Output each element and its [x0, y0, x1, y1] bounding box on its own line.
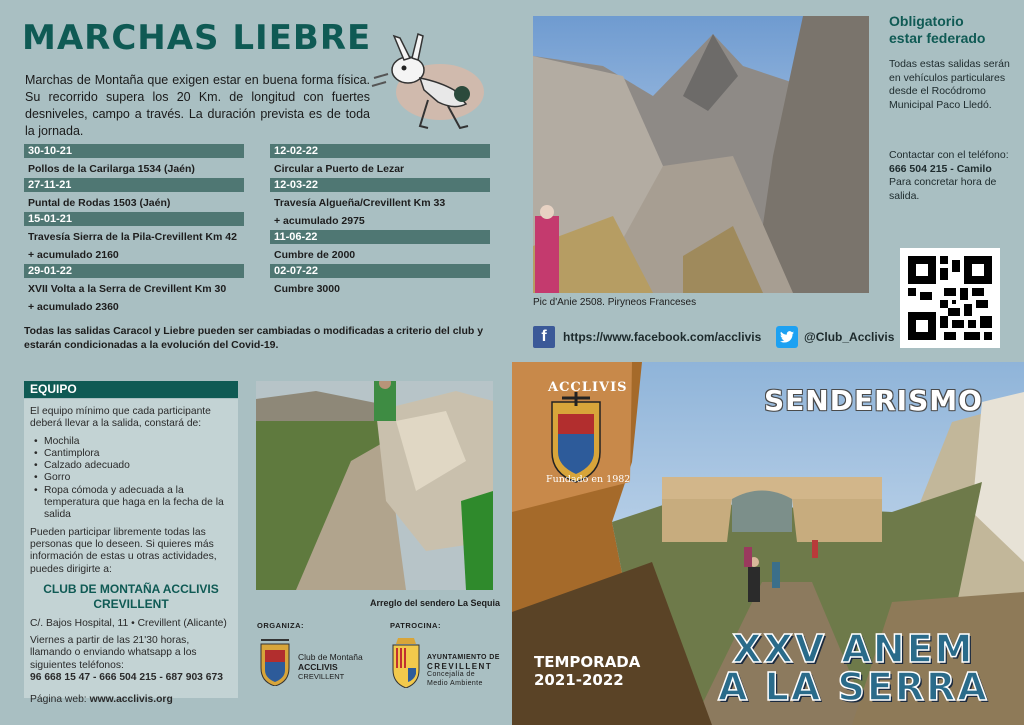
entry-date: 02-07-22	[270, 264, 490, 278]
cover-panel	[512, 362, 1024, 725]
calendar-entry	[270, 178, 490, 230]
entry-desc: Circular a Puerto de Lezar	[274, 163, 405, 175]
entry-extra: + acumulado 2160	[28, 249, 119, 261]
facebook-url[interactable]: https://www.facebook.com/acclivis	[563, 330, 762, 344]
club-web: Página web: www.acclivis.org	[30, 694, 173, 706]
contact-phone: 666 504 215 - Camilo	[889, 162, 992, 175]
twitter-link[interactable]	[776, 325, 894, 349]
twitter-handle[interactable]: @Club_Acclivis	[804, 330, 895, 344]
club-name	[30, 582, 232, 612]
twitter-icon	[776, 326, 798, 348]
calendar-entry	[24, 144, 244, 178]
entry-date: 12-03-22	[270, 178, 490, 192]
club-address: C/. Bajos Hospital, 11 • Crevillent (Alicante)	[30, 617, 227, 629]
contact-block	[889, 149, 1019, 203]
facebook-icon: f	[533, 326, 555, 348]
club-web-link[interactable]: www.acclivis.org	[89, 694, 173, 706]
calendar-right-column	[270, 144, 490, 298]
facebook-link[interactable]	[533, 325, 761, 349]
federado-title	[889, 13, 985, 47]
entry-desc: Puntal de Rodas 1503 (Jaén)	[28, 197, 171, 209]
marchas-intro: Marchas de Montaña que exigen estar en buena forma física. Su recorrido supera los 20 Km. de longitud con fuertes desniveles, campo a través. La duración prevista es de toda la jornada.	[25, 73, 370, 138]
calendar-entry	[270, 144, 490, 178]
contact-intro: Contactar con el teléfono:	[889, 149, 1009, 161]
patrocina-text	[427, 654, 500, 688]
patrocina-line4: Medio Ambiente	[427, 679, 483, 687]
list-item: • Calzado adecuado	[30, 460, 232, 472]
federado-title-line1: Obligatorio	[889, 13, 964, 29]
rabbit-mascot-icon	[368, 30, 492, 140]
entry-date: 15-01-21	[24, 212, 244, 226]
patrocina-label: PATROCINA:	[390, 621, 441, 630]
entry-extra: + acumulado 2975	[274, 215, 365, 227]
entry-desc: Travesía Algueña/Crevillent Km 33	[274, 197, 446, 209]
entry-desc: Cumbre 3000	[274, 283, 340, 295]
organiza-line2: ACCLIVIS	[298, 662, 338, 672]
trail-photo	[256, 381, 493, 590]
club-name-line2: CREVILLENT	[93, 596, 169, 611]
ayuntamiento-shield-icon	[390, 638, 422, 688]
federado-title-line2: estar federado	[889, 30, 986, 46]
cover-club-name: ACCLIVIS	[548, 380, 628, 395]
temporada-line1: TEMPORADA	[534, 653, 641, 671]
organiza-line1: Club de Montaña	[298, 652, 363, 662]
temporada-line2: 2021-2022	[534, 671, 624, 689]
participate-text: Pueden participar libremente todas las personas que lo deseen. Si quieres más información de estas u otras actividades, puedes dirigirte a:	[30, 526, 217, 575]
entry-date: 11-06-22	[270, 230, 490, 244]
club-phones: 96 668 15 47 - 666 504 215 - 687 903 673	[30, 672, 223, 684]
calendar-entry	[24, 178, 244, 212]
entry-desc: Pollos de la Carilarga 1534 (Jaén)	[28, 163, 195, 175]
list-item: • Ropa cómoda y adecuada a la temperatura que haga en la fecha de la salida	[30, 485, 232, 522]
photo2-caption: Arreglo del sendero La Sequia	[370, 598, 501, 608]
mountain-photo	[533, 16, 869, 293]
anem-line1: XXV ANEM	[732, 627, 975, 671]
cover-founded: Fundado en 1982	[546, 474, 631, 485]
entry-extra: + acumulado 2360	[28, 301, 119, 313]
entry-date: 29-01-22	[24, 264, 244, 278]
organiza-line3: CREVILLENT	[298, 672, 345, 681]
equipo-panel	[24, 399, 238, 706]
calendar-entry	[24, 264, 244, 316]
calendar-entry	[270, 264, 490, 298]
club-schedule: Viernes a partir de las 21'30 horas, llamando o enviando whatsapp a los siguientes teléfonos:	[30, 635, 197, 671]
entry-date: 12-02-22	[270, 144, 490, 158]
patrocina-line1: AYUNTAMIENTO DE	[427, 654, 500, 661]
club-name-line1: CLUB DE MONTAÑA ACCLIVIS	[43, 581, 219, 596]
entry-date: 27-11-21	[24, 178, 244, 192]
marchas-title: MARCHAS LIEBRE	[22, 18, 372, 58]
list-item: • Mochila	[30, 436, 232, 448]
cover-anem-title	[718, 627, 989, 709]
equipo-intro: El equipo mínimo que cada participante deberá llevar a la salida, constará de:	[30, 406, 211, 430]
entry-desc: Travesía Sierra de la Pila-Crevillent Km 42	[28, 231, 237, 243]
equipo-heading: EQUIPO	[24, 381, 238, 398]
anem-line2: A LA SERRA	[718, 665, 989, 709]
organiza-label: ORGANIZA:	[257, 621, 304, 630]
calendar-entry	[270, 230, 490, 264]
patrocina-line2: CREVILLENT	[427, 661, 493, 671]
list-item: • Gorro	[30, 472, 232, 484]
patrocina-line3: Concejalía de	[427, 671, 476, 678]
federado-text: Todas estas salidas serán en vehículos particulares desde el Rocódromo Municipal Paco Lledó.	[889, 58, 1010, 111]
entry-desc: Cumbre de 2000	[274, 249, 356, 261]
entry-desc: XVII Volta a la Serra de Crevillent Km 30	[28, 283, 227, 295]
organiza-text	[298, 652, 363, 682]
club-shield-icon	[257, 638, 293, 686]
equipo-list	[30, 436, 232, 522]
list-item: • Cantimplora	[30, 448, 232, 460]
qr-code-icon[interactable]	[900, 248, 1000, 348]
calendar-entry	[24, 212, 244, 264]
calendar-left-column	[24, 144, 244, 316]
photo1-caption: Pic d'Anie 2508. Piryneos Franceses	[533, 297, 697, 308]
covid-note: Todas las salidas Caracol y Liebre pueden ser cambiadas o modificadas a criterio del club y estarán condicionadas a la evolución del Covid-19.	[24, 325, 484, 351]
contact-outro: Para concretar hora de salida.	[889, 176, 997, 202]
entry-date: 30-10-21	[24, 144, 244, 158]
cover-temporada	[534, 653, 640, 689]
cover-senderismo: SENDERISMO	[764, 384, 983, 417]
